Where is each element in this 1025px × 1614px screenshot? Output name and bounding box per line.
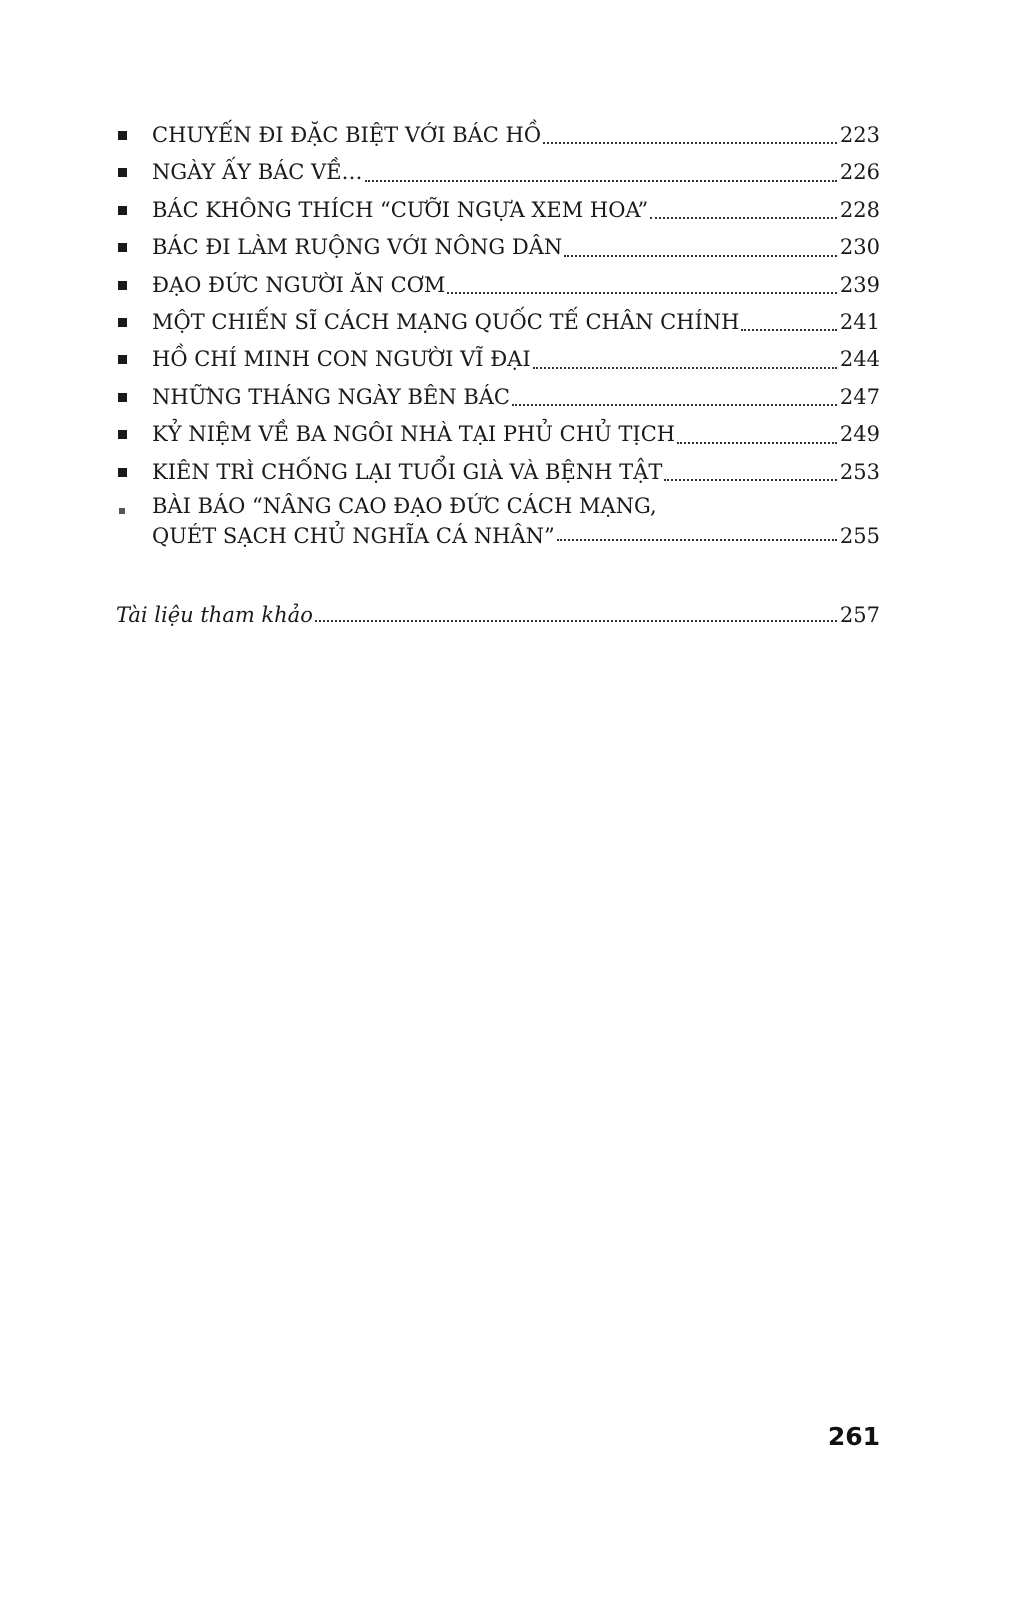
toc-entry-title: BÁC KHÔNG THÍCH “CƯỠI NGỰA XEM HOA”: [152, 197, 649, 222]
dot-leader: [315, 620, 837, 622]
toc-entry-title: CHUYẾN ĐI ĐẶC BIỆT VỚI BÁC HỒ: [152, 122, 542, 147]
bullet-square-icon: [118, 341, 152, 378]
bullet-square-icon: [118, 416, 152, 453]
dot-leader: [650, 217, 837, 219]
bullet-square-icon: [118, 117, 152, 154]
toc-entry: [118, 304, 880, 341]
toc-entry: [118, 454, 880, 491]
bullet-square-icon: [118, 454, 152, 491]
dot-leader: [564, 255, 837, 257]
toc-entry-line: [118, 521, 880, 551]
toc-entry-line: [118, 491, 880, 521]
toc-entry-title: NHỮNG THÁNG NGÀY BÊN BÁC: [152, 384, 511, 409]
dot-leader: [664, 479, 837, 481]
toc-entry-title: KIÊN TRÌ CHỐNG LẠI TUỔI GIÀ VÀ BỆNH TẬT: [152, 459, 663, 484]
toc-entry-page: 253: [839, 459, 880, 484]
dot-leader: [447, 292, 836, 294]
toc-entry: [118, 229, 880, 266]
toc-entry-page: 228: [839, 197, 880, 222]
bullet-square-icon: [118, 267, 152, 304]
page-number: 261: [827, 1422, 880, 1451]
toc-entry: [118, 192, 880, 229]
references-title: Tài liệu tham khảo: [116, 603, 313, 627]
dot-leader: [741, 329, 836, 331]
dot-leader: [677, 442, 837, 444]
toc-entry: [118, 117, 880, 154]
indent-spacer: [118, 521, 152, 551]
toc-entry-page: 223: [839, 122, 880, 147]
toc-entry-page: 255: [839, 523, 880, 548]
toc-entry: [118, 416, 880, 453]
toc-entry: [118, 379, 880, 416]
dot-leader: [543, 142, 837, 144]
toc-entry: [118, 267, 880, 304]
toc-entry-page: 247: [839, 384, 880, 409]
dot-leader: [557, 539, 837, 541]
toc-entry-page: 239: [839, 272, 880, 297]
toc-entry-page: 244: [839, 347, 880, 372]
bullet-square-icon: [118, 304, 152, 341]
toc-entry-title: MỘT CHIẾN SĨ CÁCH MẠNG QUỐC TẾ CHÂN CHÍNH: [152, 309, 740, 334]
toc-entry-title-line1: BÀI BÁO “NÂNG CAO ĐẠO ĐỨC CÁCH MẠNG,: [152, 493, 657, 518]
toc-entry-page: 249: [839, 422, 880, 447]
toc-entry-title: KỶ NIỆM VỀ BA NGÔI NHÀ TẠI PHỦ CHỦ TỊCH: [152, 422, 676, 447]
bullet-square-icon: [118, 229, 152, 266]
toc-entry-page: 230: [839, 235, 880, 260]
toc-entry-title: ĐẠO ĐỨC NGƯỜI ĂN CƠM: [152, 272, 446, 297]
toc-entry-multiline: [118, 491, 880, 551]
bullet-square-icon: [118, 379, 152, 416]
bullet-small-square-icon: [118, 491, 152, 521]
dot-leader: [512, 404, 837, 406]
dot-leader: [533, 367, 837, 369]
toc-entry-page: 241: [839, 309, 880, 334]
bullet-square-icon: [118, 192, 152, 229]
toc-entry-title: BÁC ĐI LÀM RUỘNG VỚI NÔNG DÂN: [152, 235, 563, 260]
toc-entry-page: 226: [839, 160, 880, 185]
references-entry: [116, 598, 880, 632]
toc-entry: [118, 154, 880, 191]
toc-entry-title: HỒ CHÍ MINH CON NGƯỜI VĨ ĐẠI: [152, 347, 531, 372]
toc-entry: [118, 341, 880, 378]
references-page: 257: [839, 603, 880, 627]
toc-entry-title: NGÀY ẤY BÁC VỀ…: [152, 160, 363, 185]
toc-entry-title-line2: QUÉT SẠCH CHỦ NGHĨA CÁ NHÂN”: [152, 523, 555, 548]
bullet-square-icon: [118, 154, 152, 191]
table-of-contents: [118, 117, 880, 551]
dot-leader: [365, 180, 837, 182]
